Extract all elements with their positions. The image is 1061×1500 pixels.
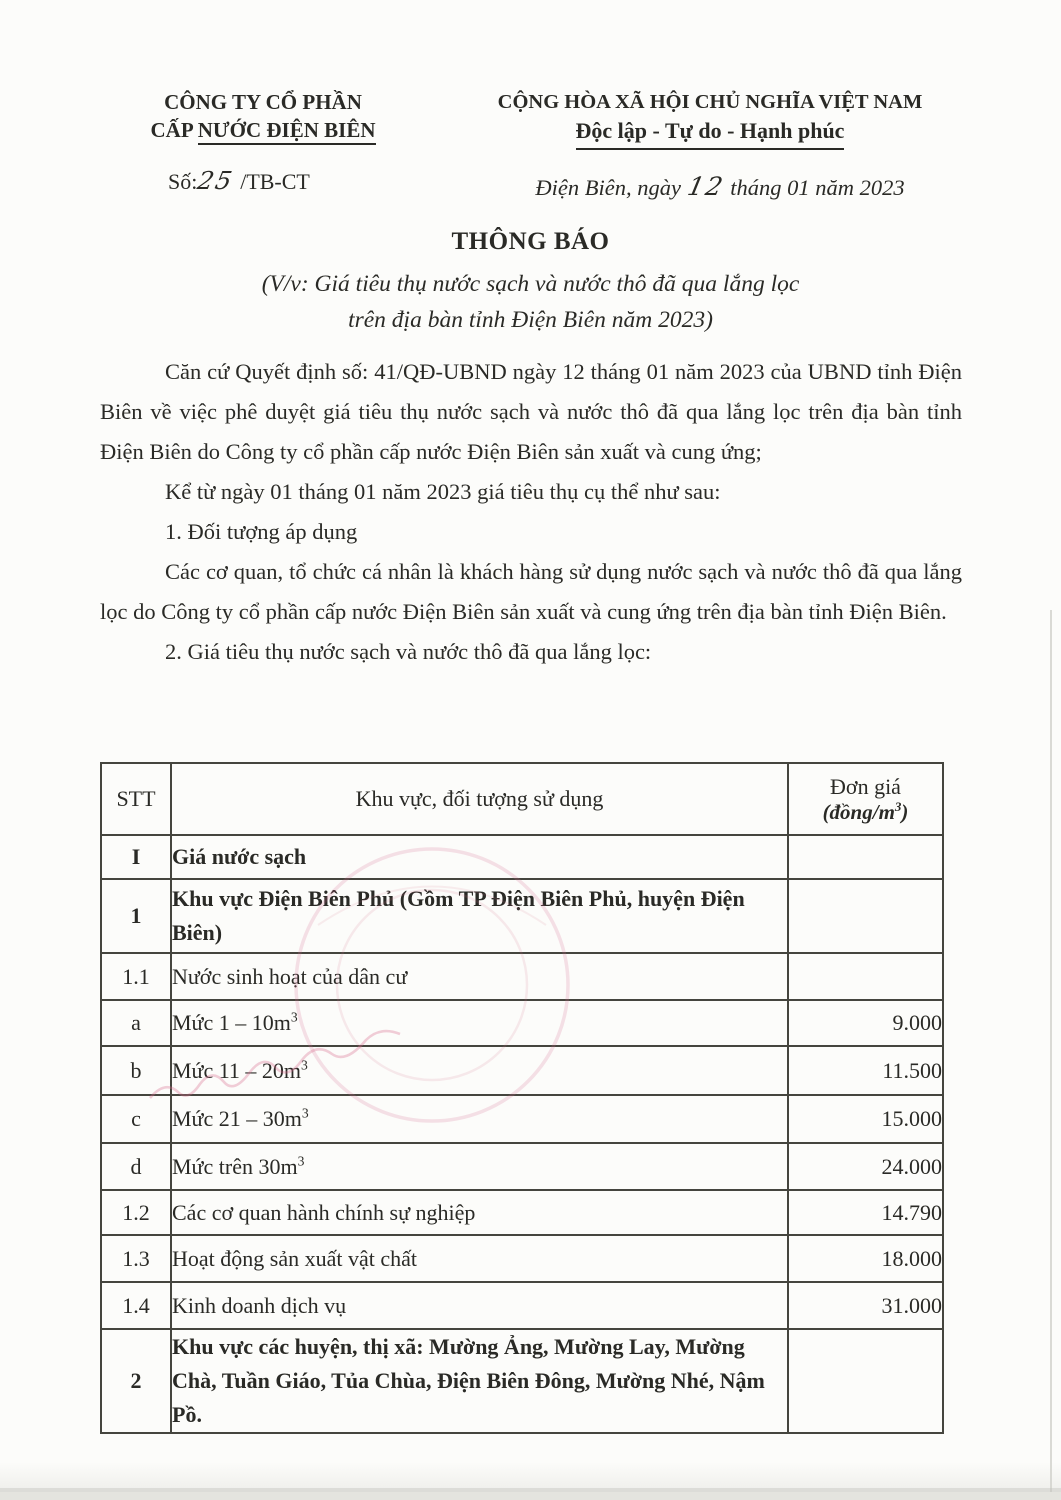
cell-unit-price: 9.000: [788, 1000, 943, 1046]
label-superscript: 3: [301, 1105, 309, 1121]
table-row: [101, 1282, 943, 1329]
paragraph: 1. Đối tượng áp dụng: [165, 519, 358, 544]
cell-unit-price: 15.000: [788, 1095, 943, 1143]
col-header-stt: STT: [101, 763, 171, 835]
scan-bottom-shadow: [0, 1462, 1061, 1488]
price-table-body: [101, 835, 943, 1433]
cell-label: Nước sinh hoạt của dân cư: [171, 953, 788, 1000]
national-header-block: [450, 88, 970, 150]
date-day-handwritten: 12: [684, 172, 727, 201]
table-row: [101, 879, 943, 953]
cell-unit-price: 11.500: [788, 1046, 943, 1095]
org-name-line2: CẤP NƯỚC ĐIỆN BIÊN: [118, 116, 408, 144]
paragraph: Các cơ quan, tổ chức cá nhân là khách hàng sử dụng nước sạch và nước thô đã qua lắng lọc do Công ty cổ phần cấp nước Điện Biên sản xuất và cung ứng trên địa bàn tỉnh Điện Biên.: [100, 559, 962, 624]
document-title: THÔNG BÁO: [451, 228, 610, 255]
cell-label: Hoạt động sản xuất vật chất: [171, 1235, 788, 1282]
cell-label: Khu vực các huyện, thị xã: Mường Ảng, Mường Lay, Mường Chà, Tuần Giáo, Tủa Chùa, Điện Biên Đông, Mường Nhé, Nậm Pồ.: [171, 1329, 788, 1433]
table-row: [101, 1329, 943, 1433]
cell-stt: 1.2: [101, 1190, 171, 1235]
cell-stt: d: [101, 1143, 171, 1190]
table-row: [101, 953, 943, 1000]
doc-number-prefix: Số:: [168, 169, 198, 194]
cell-unit-price: [788, 953, 943, 1000]
table-header-row: [101, 763, 943, 835]
label-superscript: 3: [301, 1057, 308, 1073]
cell-stt: b: [101, 1046, 171, 1095]
col-header-area: Khu vực, đối tượng sử dụng: [171, 763, 788, 835]
table-row: [101, 1095, 943, 1143]
table-row: [101, 1190, 943, 1235]
subtitle-line2: trên địa bàn tỉnh Điện Biên năm 2023): [348, 307, 713, 333]
scan-edge-line: [1050, 610, 1052, 1500]
document-subtitle: [0, 266, 1061, 338]
doc-number-suffix: /TB-CT: [234, 169, 310, 194]
subtitle-line1: (V/v: Giá tiêu thụ nước sạch và nước thô đã qua lắng lọc: [261, 271, 800, 297]
label-superscript: 3: [297, 1153, 305, 1169]
body-text: [100, 352, 962, 672]
cell-stt: I: [101, 835, 171, 879]
cell-label: Mức $1 - 10m^3$: [171, 1000, 788, 1046]
cell-unit-price: [788, 879, 943, 953]
national-motto-line2: Độc lập - Tự do - Hạnh phúc: [450, 117, 970, 150]
paragraph: Kể từ ngày 01 tháng 01 năm 2023 giá tiêu thụ cụ thể như sau:: [165, 479, 721, 504]
place-date-line: Điện Biên, ngày 12 tháng 01 năm 2023: [535, 172, 905, 201]
price-table: [100, 762, 944, 1434]
col-header-unit-price: Đơn giá $(đồng/m^3)$: [788, 763, 943, 835]
cell-label: Giá nước sạch: [171, 835, 788, 879]
cell-label: Mức $21 - 30m^3$: [171, 1095, 788, 1143]
table-row: [101, 1046, 943, 1095]
cell-label: Các cơ quan hành chính sự nghiệp: [171, 1190, 788, 1235]
cell-unit-price: 14.790: [788, 1190, 943, 1235]
doc-number-handwritten: 25: [195, 166, 237, 195]
table-row: [101, 1143, 943, 1190]
cell-unit-price: [788, 835, 943, 879]
table-row: [101, 1000, 943, 1046]
paragraph: Căn cứ Quyết định số: 41/QĐ-UBND ngày 12 tháng 01 năm 2023 của UBND tỉnh Điện Biên về việc phê duyệt giá tiêu thụ nước sạch và nước thô đã qua lắng lọc trên địa bàn tỉnh Điện Biên do Công ty cổ phần cấp nước Điện Biên sản xuất và cung ứng;: [100, 359, 962, 464]
national-motto-line1: CỘNG HÒA XÃ HỘI CHỦ NGHĨA VIỆT NAM: [497, 91, 923, 113]
label-superscript: 3: [290, 1009, 298, 1025]
scan-bottom-tail: [0, 1492, 1061, 1500]
cell-stt: 2: [101, 1329, 171, 1433]
doc-number: [168, 166, 310, 195]
cell-label: Mức trên $30m^3$: [171, 1143, 788, 1190]
paragraph: 2. Giá tiêu thụ nước sạch và nước thô đã qua lắng lọc:: [165, 639, 652, 664]
org-name-line1: CÔNG TY CỔ PHẦN: [164, 90, 362, 114]
issuing-org-block: [118, 88, 408, 144]
cell-unit-price: 24.000: [788, 1143, 943, 1190]
cell-unit-price: 18.000: [788, 1235, 943, 1282]
cell-unit-price: 31.000: [788, 1282, 943, 1329]
cell-stt: 1.4: [101, 1282, 171, 1329]
table-row: [101, 1235, 943, 1282]
cell-stt: c: [101, 1095, 171, 1143]
cell-label: Mức $11 - 20m^3$: [171, 1046, 788, 1095]
cell-stt: 1: [101, 879, 171, 953]
cell-stt: 1.1: [101, 953, 171, 1000]
cell-label: Khu vực Điện Biên Phủ (Gồm TP Điện Biên Phủ, huyện Điện Biên): [171, 879, 788, 953]
table-row: [101, 835, 943, 879]
cell-stt: a: [101, 1000, 171, 1046]
cell-label: Kinh doanh dịch vụ: [171, 1282, 788, 1329]
cell-stt: 1.3: [101, 1235, 171, 1282]
cell-unit-price: [788, 1329, 943, 1433]
